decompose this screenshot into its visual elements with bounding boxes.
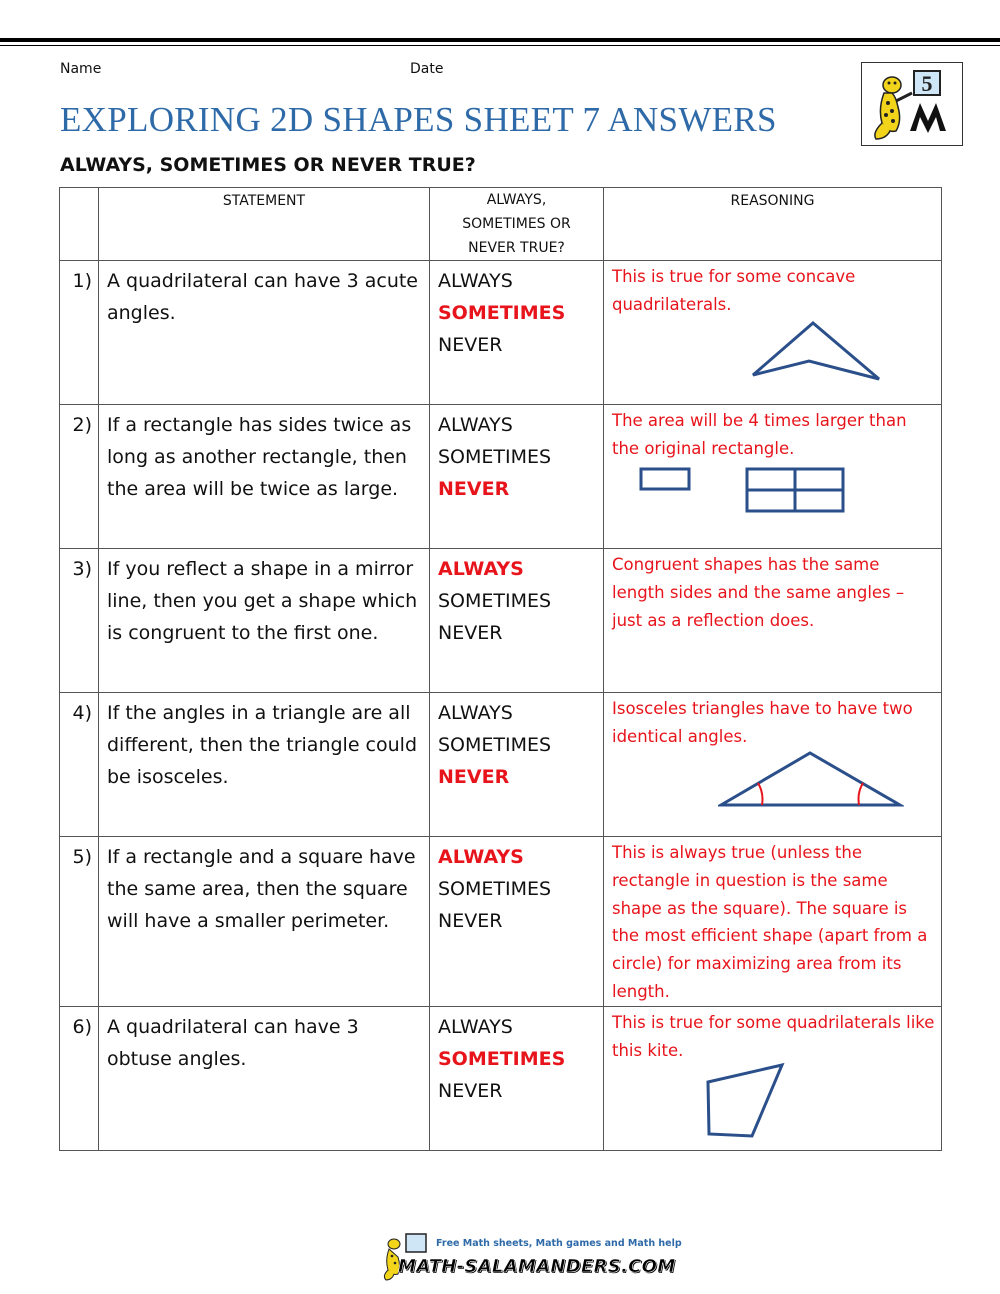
grade-badge: 5 xyxy=(921,71,933,96)
row-number: 3) xyxy=(60,549,99,693)
kite-figure xyxy=(704,1062,788,1142)
row-number: 2) xyxy=(60,405,99,549)
concave-quadrilateral-figure xyxy=(749,321,884,383)
answer-options xyxy=(430,261,604,405)
footer-tagline: Free Math sheets, Math games and Math help xyxy=(436,1238,682,1249)
table-row xyxy=(60,549,942,693)
statement-text: If you reflect a shape in a mirror line, then you get a shape which is congruent to the first one. xyxy=(99,549,430,693)
option-always: ALWAYS xyxy=(438,414,513,436)
header-cell-statement: STATEMENT xyxy=(99,188,430,261)
footer-logo xyxy=(378,1230,682,1284)
reasoning-cell xyxy=(604,261,942,405)
statement-text: A quadrilateral can have 3 obtuse angles. xyxy=(99,1006,430,1150)
option-never: NEVER xyxy=(438,334,503,356)
option-sometimes-selected: SOMETIMES xyxy=(438,302,566,324)
answer-options xyxy=(430,549,604,693)
table-header-row xyxy=(60,188,942,261)
section-subtitle: ALWAYS, SOMETIMES OR NEVER TRUE? xyxy=(60,154,476,176)
isosceles-triangle-figure xyxy=(718,749,904,811)
option-never: NEVER xyxy=(438,622,503,644)
statement-text: A quadrilateral can have 3 acute angles. xyxy=(99,261,430,405)
header-cell-number xyxy=(60,188,99,261)
reasoning-text: Isosceles triangles have to have two identical angles. xyxy=(612,699,913,746)
option-sometimes: SOMETIMES xyxy=(438,446,552,468)
small-rectangle xyxy=(641,469,689,489)
reasoning-text: This is true for some quadrilaterals like this kite. xyxy=(612,1012,935,1060)
footer-site-link[interactable]: MATH-SALAMANDERS.COM xyxy=(398,1256,676,1277)
top-rule-thin xyxy=(0,45,1000,46)
answer-options xyxy=(430,405,604,549)
row-number: 5) xyxy=(60,837,99,1007)
page-title: EXPLORING 2D SHAPES SHEET 7 ANSWERS xyxy=(60,100,777,139)
reasoning-cell xyxy=(604,837,942,1007)
row-number: 1) xyxy=(60,261,99,405)
reasoning-cell xyxy=(604,549,942,693)
rectangle-comparison-figure xyxy=(639,465,849,517)
reasoning-text: The area will be 4 times larger than the original rectangle. xyxy=(612,411,907,458)
option-always-selected: ALWAYS xyxy=(438,846,524,868)
reasoning-cell xyxy=(604,693,942,837)
statement-text: If a rectangle has sides twice as long as another rectangle, then the area will be twice as large. xyxy=(99,405,430,549)
answer-options xyxy=(430,1006,604,1150)
reasoning-text: This is always true (unless the rectangle in question is the same shape as the square). The square is the most efficient shape (apart from a circle) for maximizing area from its length. xyxy=(612,843,928,1001)
reasoning-text: Congruent shapes has the same length sides and the same angles – just as a reflection does. xyxy=(612,555,905,630)
option-never-selected: NEVER xyxy=(438,766,510,788)
header-cell-answer: ALWAYS, SOMETIMES OR NEVER TRUE? xyxy=(430,188,604,261)
option-never-selected: NEVER xyxy=(438,478,510,500)
option-sometimes: SOMETIMES xyxy=(438,590,552,612)
reasoning-text: This is true for some concave quadrilaterals. xyxy=(612,267,856,314)
option-always: ALWAYS xyxy=(438,702,513,724)
option-sometimes: SOMETIMES xyxy=(438,734,552,756)
option-always: ALWAYS xyxy=(438,270,513,292)
option-never: NEVER xyxy=(438,1079,503,1102)
answer-options xyxy=(430,837,604,1007)
table-row xyxy=(60,1006,942,1150)
table-row xyxy=(60,693,942,837)
worksheet-table xyxy=(59,187,942,1151)
row-number: 6) xyxy=(60,1006,99,1150)
table-row xyxy=(60,405,942,549)
statement-text: If a rectangle and a square have the same area, then the square will have a smaller perimeter. xyxy=(99,837,430,1007)
option-always-selected: ALWAYS xyxy=(438,558,524,580)
table-row xyxy=(60,261,942,405)
angle-mark-right xyxy=(859,783,864,805)
option-sometimes: SOMETIMES xyxy=(438,878,552,900)
top-rule xyxy=(0,38,1000,42)
reasoning-cell xyxy=(604,405,942,549)
statement-text: If the angles in a triangle are all different, then the triangle could be isosceles. xyxy=(99,693,430,837)
row-number: 4) xyxy=(60,693,99,837)
salamander-logo-icon xyxy=(861,62,963,146)
option-always: ALWAYS xyxy=(438,1015,513,1038)
answer-options xyxy=(430,693,604,837)
date-label: Date xyxy=(410,61,444,77)
option-never: NEVER xyxy=(438,910,503,932)
table-row xyxy=(60,837,942,1007)
angle-mark-left xyxy=(758,783,763,805)
header-cell-reasoning: REASONING xyxy=(604,188,942,261)
name-label: Name xyxy=(60,61,102,77)
option-sometimes-selected: SOMETIMES xyxy=(438,1047,566,1070)
reasoning-cell xyxy=(604,1006,942,1150)
